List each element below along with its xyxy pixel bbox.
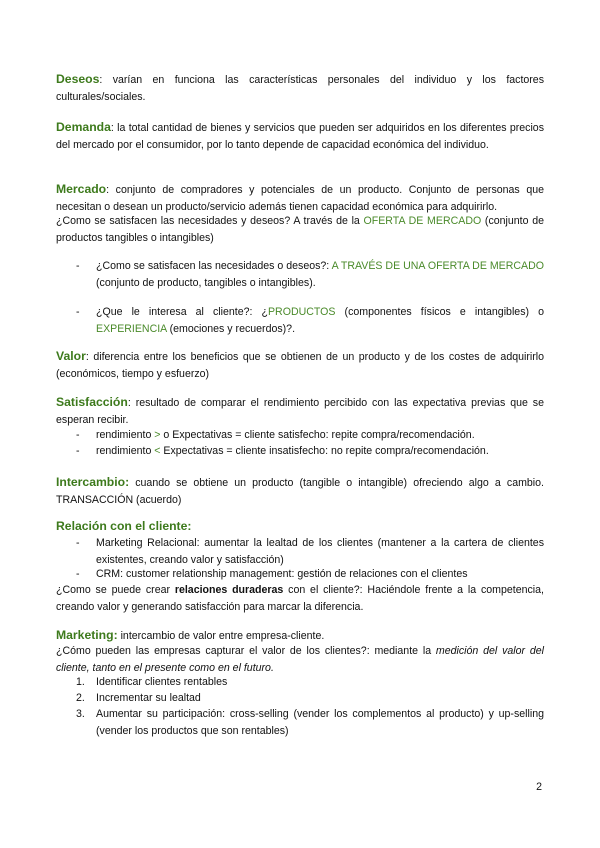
satisfaccion-paragraph	[56, 394, 544, 428]
relacion-bullet-2: CRM: customer relationship management: gestión de relaciones con el clientes	[96, 568, 468, 580]
intercambio-text: cuando se obtiene un producto (tangible o intangible) ofreciendo algo a cambio. TRANSACCIÓN (acuerdo)	[56, 477, 544, 506]
mercado-paragraph	[56, 181, 544, 215]
relacion-term: Relación con el cliente:	[56, 519, 192, 533]
valor-text: : diferencia entre los beneficios que se obtienen de un producto y de los costes de adquirirlo (económicos, tiempo y esfuerzo)	[56, 351, 544, 380]
mercado-term: Mercado	[56, 182, 107, 196]
mercado-q-suffix: (conjunto de productos tangibles o intangibles)	[56, 215, 544, 244]
deseos-text: : varían en funciona las características personales del individuo y los factores culturales/sociales.	[56, 74, 544, 103]
marketing-question	[56, 643, 544, 676]
bullet-text-a: rendimiento	[96, 445, 155, 457]
mercado-q-prefix: ¿Como se satisfacen las necesidades y deseos? A través de la	[56, 215, 364, 227]
bullet-text-b: o Expectativas = cliente satisfecho: repite compra/recomendación.	[160, 429, 475, 441]
bullet-green: A TRAVÉS DE UNA OFERTA DE MERCADO	[331, 260, 544, 272]
marketing-item-2: Incrementar su lealtad	[96, 692, 201, 704]
marketing-item-number: 1.	[76, 676, 85, 688]
marketing-q-prefix: ¿Cómo pueden las empresas capturar el valor de los clientes?: mediante la	[56, 645, 436, 657]
relacion-bullet-dash: -	[76, 537, 80, 549]
page-number: 2	[536, 781, 542, 793]
marketing-item-3: Aumentar su participación: cross-selling (vender los complementos al producto) y up-selling (vender los productos que son rentables)	[96, 708, 544, 737]
mercado-bullet-1	[96, 258, 544, 291]
relacion-q-suffix: con el cliente?: Haciéndole frente a la competencia, creando valor y generando satisfacción para marcar la diferencia.	[56, 584, 544, 613]
mercado-question	[56, 213, 544, 246]
satisfaccion-text: : resultado de comparar el rendimiento percibido con las expectativa previas que se esperan recibir.	[56, 397, 544, 426]
bullet-suffix: (emociones y recuerdos)?.	[166, 322, 296, 335]
satisfaccion-bullet-1	[96, 427, 544, 444]
relacion-q-bold: relaciones duraderas	[174, 584, 284, 596]
intercambio-term: Intercambio:	[56, 475, 130, 489]
valor-term: Valor	[56, 349, 86, 363]
bullet-green: PRODUCTOS	[267, 306, 336, 318]
marketing-paragraph	[56, 627, 544, 645]
bullet-operator: <	[154, 445, 161, 457]
relacion-question	[56, 582, 544, 615]
demanda-term: Demanda	[56, 120, 111, 134]
satisfaccion-bullet-dash: -	[76, 429, 80, 441]
bullet-suffix: (conjunto de producto, tangibles o intangibles).	[96, 276, 316, 289]
marketing-item-1: Identificar clientes rentables	[96, 676, 228, 688]
mercado-text: : conjunto de compradores y potenciales de un producto. Conjunto de personas que necesitan o desean un producto/servicio además tienen capacidad económica para adquirirlo.	[56, 184, 544, 213]
marketing-term: Marketing:	[56, 628, 118, 642]
bullet-prefix: ¿Que le interesa al cliente?: ¿	[96, 306, 268, 318]
bullet-operator: >	[154, 429, 161, 441]
deseos-term: Deseos	[56, 72, 100, 86]
bullet-green-2: EXPERIENCIA	[96, 322, 167, 335]
mercado-bullet-2	[96, 304, 544, 337]
demanda-text: : la total cantidad de bienes y servicios que pueden ser adquiridos en los diferentes precios del mercado por el consumidor, por lo tanto depende de capacidad económica del individuo.	[56, 122, 544, 151]
valor-paragraph	[56, 348, 544, 382]
bullet-text-b: Expectativas = cliente insatisfecho: no repite compra/recomendación.	[160, 445, 489, 457]
relacion-heading	[56, 518, 544, 536]
mercado-q-green: OFERTA DE MERCADO	[363, 215, 482, 227]
satisfaccion-term: Satisfacción	[56, 395, 128, 409]
demanda-paragraph	[56, 119, 544, 153]
mercado-bullet-dash: -	[76, 260, 80, 272]
relacion-q-prefix: ¿Como se puede crear	[56, 584, 175, 596]
mercado-bullet-dash: -	[76, 306, 80, 318]
satisfaccion-bullet-dash: -	[76, 445, 80, 457]
marketing-item-number: 3.	[76, 708, 85, 720]
bullet-middle: (componentes físicos e intangibles) o	[335, 306, 544, 318]
bullet-prefix: ¿Como se satisfacen las necesidades o deseos?:	[96, 260, 332, 272]
marketing-item-number: 2.	[76, 692, 85, 704]
marketing-text: intercambio de valor entre empresa-cliente.	[117, 630, 325, 642]
marketing-q-italic: medición del valor del cliente, tanto en el presente como en el futuro.	[56, 645, 544, 674]
deseos-paragraph	[56, 71, 544, 105]
relacion-bullet-dash: -	[76, 568, 80, 580]
relacion-bullet-1: Marketing Relacional: aumentar la lealtad de los clientes (mantener a la cartera de clientes existentes, creando valor y satisfacción)	[96, 537, 544, 566]
intercambio-paragraph	[56, 474, 544, 508]
bullet-text-a: rendimiento	[96, 429, 155, 441]
satisfaccion-bullet-2	[96, 443, 544, 460]
